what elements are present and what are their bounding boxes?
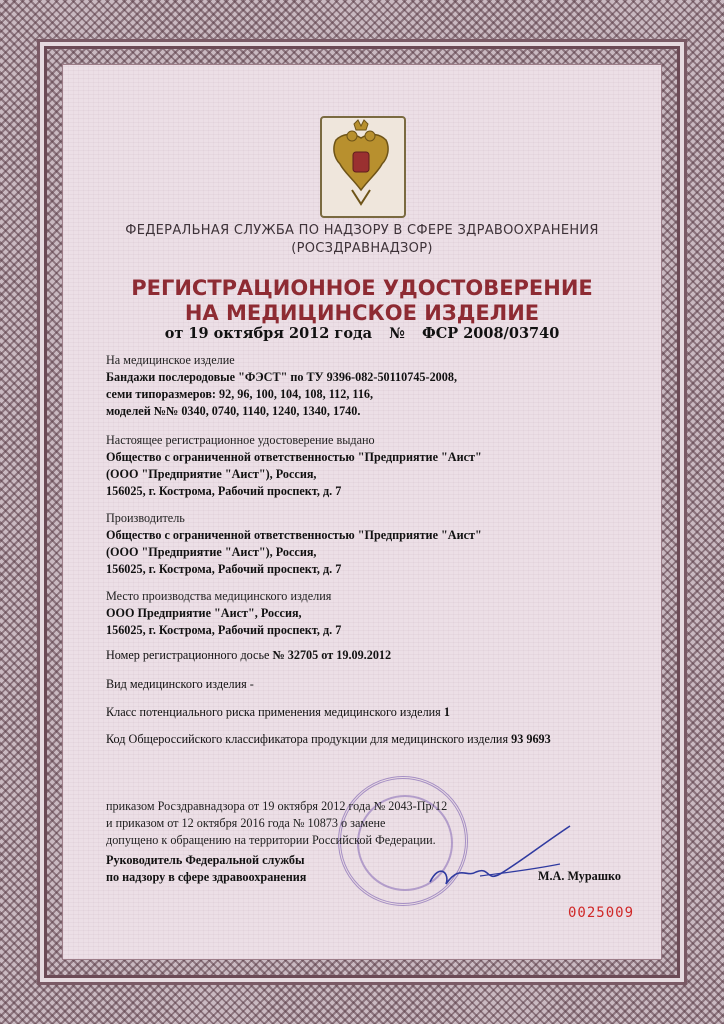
agency-line-2: (РОСЗДРАВНАДЗОР) <box>291 241 433 256</box>
production-site-section <box>106 588 666 639</box>
orders-line-1: приказом Росздравнадзора от 19 октября 2012 года № 2043-Пр/12 <box>106 799 448 813</box>
signatory-name-row <box>538 868 658 885</box>
issue-dateline <box>80 325 644 342</box>
issued-to-line-2: (ООО "Предприятие "Аист"), Россия, <box>106 467 317 481</box>
issued-to-line-1: Общество с ограниченной ответственностью "Предприятие "Аист" <box>106 450 482 464</box>
handwritten-signature <box>420 812 590 902</box>
device-line-1: Бандажи послеродовые "ФЭСТ" по ТУ 9396-082-50110745-2008, <box>106 370 457 384</box>
double-headed-eagle-icon <box>322 118 400 212</box>
okp-code-row <box>106 731 666 748</box>
device-line-3: моделей №№ 0340, 0740, 1140, 1240, 1340, 1740. <box>106 404 361 418</box>
issued-to-line-3: 156025, г. Кострома, Рабочий проспект, д. 7 <box>106 484 342 498</box>
device-section <box>106 352 666 420</box>
serial-number: 0025009 <box>568 905 635 921</box>
device-type-row <box>106 676 666 693</box>
okp-code-value: 93 9693 <box>511 732 551 746</box>
dossier-row <box>106 647 666 664</box>
issued-to-label: Настоящее регистрационное удостоверение выдано <box>106 433 375 447</box>
risk-class-value: 1 <box>443 705 450 719</box>
agency-line-1: ФЕДЕРАЛЬНАЯ СЛУЖБА ПО НАДЗОРУ В СФЕРЕ ЗДРАВООХРАНЕНИЯ <box>125 223 599 238</box>
title-line-1: РЕГИСТРАЦИОННОЕ УДОСТОВЕРЕНИЕ <box>131 276 593 300</box>
device-type-label: Вид медицинского изделия - <box>106 677 254 691</box>
device-label: На медицинское изделие <box>106 353 235 367</box>
document-title <box>80 276 644 326</box>
dossier-label: Номер регистрационного досье <box>106 648 270 662</box>
orders-line-2: и приказом от 12 октября 2016 года № 10873 о замене <box>106 816 386 830</box>
device-line-2: семи типоразмеров: 92, 96, 100, 104, 108, 112, 116, <box>106 387 374 401</box>
number-sign: № <box>389 325 405 342</box>
orders-line-3: допущено к обращению на территории Российской Федерации. <box>106 833 436 847</box>
manufacturer-line-3: 156025, г. Кострома, Рабочий проспект, д. 7 <box>106 562 342 576</box>
risk-class-label: Класс потенциального риска применения медицинского изделия <box>106 705 441 719</box>
signatory-name: М.А. Мурашко <box>538 869 621 883</box>
manufacturer-label: Производитель <box>106 511 185 525</box>
manufacturer-line-2: (ООО "Предприятие "Аист"), Россия, <box>106 545 317 559</box>
agency-name <box>80 222 644 258</box>
title-line-2: НА МЕДИЦИНСКОЕ ИЗДЕЛИЕ <box>184 301 540 325</box>
certificate-number: ФСР 2008/03740 <box>421 325 560 342</box>
production-site-line-2: 156025, г. Кострома, Рабочий проспект, д. 7 <box>106 623 342 637</box>
risk-class-row <box>106 704 666 721</box>
dossier-value: № 32705 от 19.09.2012 <box>272 648 392 662</box>
signatory-title <box>106 852 366 886</box>
manufacturer-line-1: Общество с ограниченной ответственностью "Предприятие "Аист" <box>106 528 482 542</box>
production-site-label: Место производства медицинского изделия <box>106 589 332 603</box>
coat-of-arms-emblem <box>320 116 406 218</box>
issued-to-section <box>106 432 666 500</box>
okp-code-label: Код Общероссийского классификатора продукции для медицинского изделия <box>106 732 509 746</box>
production-site-line-1: ООО Предприятие "Аист", Россия, <box>106 606 302 620</box>
issue-date: от 19 октября 2012 года <box>164 325 373 342</box>
signatory-title-line-1: Руководитель Федеральной службы <box>106 853 305 867</box>
signatory-title-line-2: по надзору в сфере здравоохранения <box>106 870 307 884</box>
manufacturer-section <box>106 510 666 578</box>
